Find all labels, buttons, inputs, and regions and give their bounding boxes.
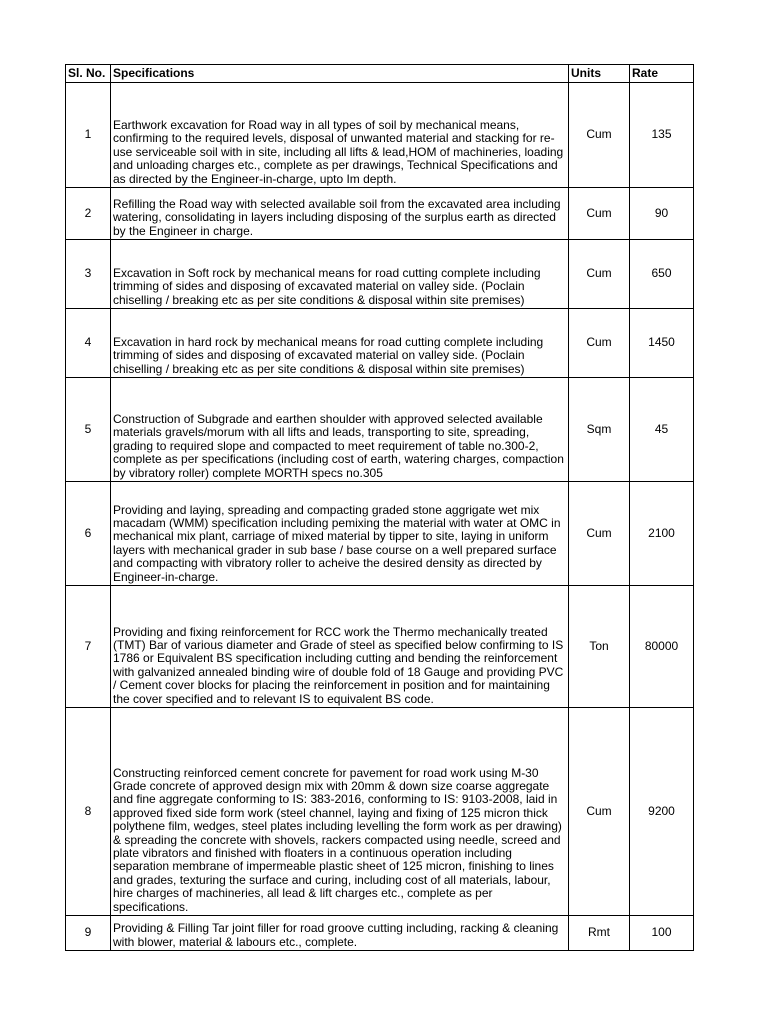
specification-cell (111, 83, 569, 188)
rate-cell: 100 (630, 916, 694, 951)
rate-cell: 135 (630, 83, 694, 188)
header-specifications: Specifications (111, 65, 569, 83)
units-cell: Cum (569, 188, 630, 240)
table-row (66, 482, 694, 586)
table-row (66, 240, 694, 309)
sl-no-cell: 3 (66, 240, 111, 309)
table-row (66, 378, 694, 482)
specifications-table (65, 64, 694, 951)
specification-cell (111, 482, 569, 586)
specification-text: Excavation in hard rock by mechanical means for road cutting complete including trimming of sides and disposing of excavated material on valley side. (Poclain chiselling / breaking etc as per site conditions & disposal within site premises) (113, 334, 544, 376)
sl-no-cell: 9 (66, 916, 111, 951)
sl-no-cell: 6 (66, 482, 111, 586)
sl-no-cell: 8 (66, 708, 111, 916)
rate-cell: 90 (630, 188, 694, 240)
header-rate: Rate (630, 65, 694, 83)
specification-text: Providing & Filling Tar joint filler for road groove cutting including, racking & cleaning with blower, material & labours etc., complete. (113, 921, 559, 949)
sl-no-cell: 1 (66, 83, 111, 188)
specification-text: Construction of Subgrade and earthen shoulder with approved selected available materials gravels/morum with all lifts and leads, transporting to site, spreading, grading to required slope and compacted to meet requirement of table no.300-2, complete as per specifications (including cost of earth, watering charges, compaction by vibratory roller) complete MORTH specs no.305 (113, 411, 564, 480)
header-sl-no: Sl. No. (66, 65, 111, 83)
specification-cell (111, 240, 569, 309)
units-cell: Cum (569, 240, 630, 309)
table-row (66, 188, 694, 240)
specification-text: Refilling the Road way with selected available soil from the excavated area including watering, consolidating in layers including disposing of the surplus earth as directed by the Engineer in charge. (113, 196, 561, 238)
sl-no-cell: 4 (66, 309, 111, 378)
specification-text: Earthwork excavation for Road way in all types of soil by mechanical means, confirming to the required levels, disposal of unwanted material and stacking for re-use serviceable soil with in site, including all lifts & lead,HOM of machineries, loading and unloading charges etc., complete as per drawings, Technical Specifications and as directed by the Engineer-in-charge, upto Im depth. (113, 117, 564, 186)
sl-no-cell: 7 (66, 586, 111, 708)
table-row (66, 586, 694, 708)
units-cell: Cum (569, 482, 630, 586)
specification-cell (111, 188, 569, 240)
units-cell: Cum (569, 309, 630, 378)
units-cell: Cum (569, 708, 630, 916)
rate-cell: 650 (630, 240, 694, 309)
rate-cell: 45 (630, 378, 694, 482)
sl-no-cell: 2 (66, 188, 111, 240)
table-row (66, 83, 694, 188)
specification-cell (111, 708, 569, 916)
table-row (66, 916, 694, 951)
table-row (66, 309, 694, 378)
rate-cell: 2100 (630, 482, 694, 586)
units-cell: Cum (569, 83, 630, 188)
specification-cell (111, 916, 569, 951)
specification-cell (111, 378, 569, 482)
header-units: Units (569, 65, 630, 83)
specification-cell (111, 586, 569, 708)
table-header-row (66, 65, 694, 83)
specification-text: Providing and laying, spreading and compacting graded stone aggrigate wet mix macadam (WMM) specification including pemixing the material with water at OMC in mechanical mix plant, carriage of mixed material by tipper to site, laying in uniform layers with mechanical grader in sub base / base course on a well prepared surface and compacting with vibratory roller to acheive the desired density as directed by Engineer-in-charge. (113, 502, 561, 584)
specification-cell (111, 309, 569, 378)
specification-text: Providing and fixing reinforcement for RCC work the Thermo mechanically treated (TMT) Bar of various diameter and Grade of steel as specified below confirming to IS 1786 or Equivalent BS specification including cutting and bending the reinforcement with galvanized annealed binding wire of double fold of 18 Gauge and providing PVC / Cement cover blocks for placing the reinforcement in position and for maintaining the cover specified and to relevant IS to equivalent BS code. (113, 624, 564, 706)
units-cell: Sqm (569, 378, 630, 482)
specification-text: Constructing reinforced cement concrete for pavement for road work using M-30 Grade concrete of approved design mix with 20mm & down size coarse aggregate and fine aggregate conforming to IS: 383-2016, conforming to IS: 9103-2008, laid in approved fixed side form work (steel channel, laying and fixing of 125 micron thick polythene film, wedges, steel plates including levelling the form work as per drawing) & spreading the concrete with shovels, rackers compacted using needle, screed and plate vibrators and finished with floaters in a continuous operation including separation membrane of impermeable plastic sheet of 125 micron, finishing to lines and grades, texturing the surface and curing, including cost of all materials, labour, hire charges of machineries, all lead & lift charges etc., complete as per specifications. (113, 765, 562, 914)
units-cell: Rmt (569, 916, 630, 951)
sl-no-cell: 5 (66, 378, 111, 482)
units-cell: Ton (569, 586, 630, 708)
rate-cell: 80000 (630, 586, 694, 708)
table-row (66, 708, 694, 916)
specification-text: Excavation in Soft rock by mechanical means for road cutting complete including trimming of sides and disposing of excavated material on valley side. (Poclain chiselling / breaking etc as per site conditions & disposal within site premises) (113, 265, 541, 307)
rate-cell: 9200 (630, 708, 694, 916)
rate-cell: 1450 (630, 309, 694, 378)
